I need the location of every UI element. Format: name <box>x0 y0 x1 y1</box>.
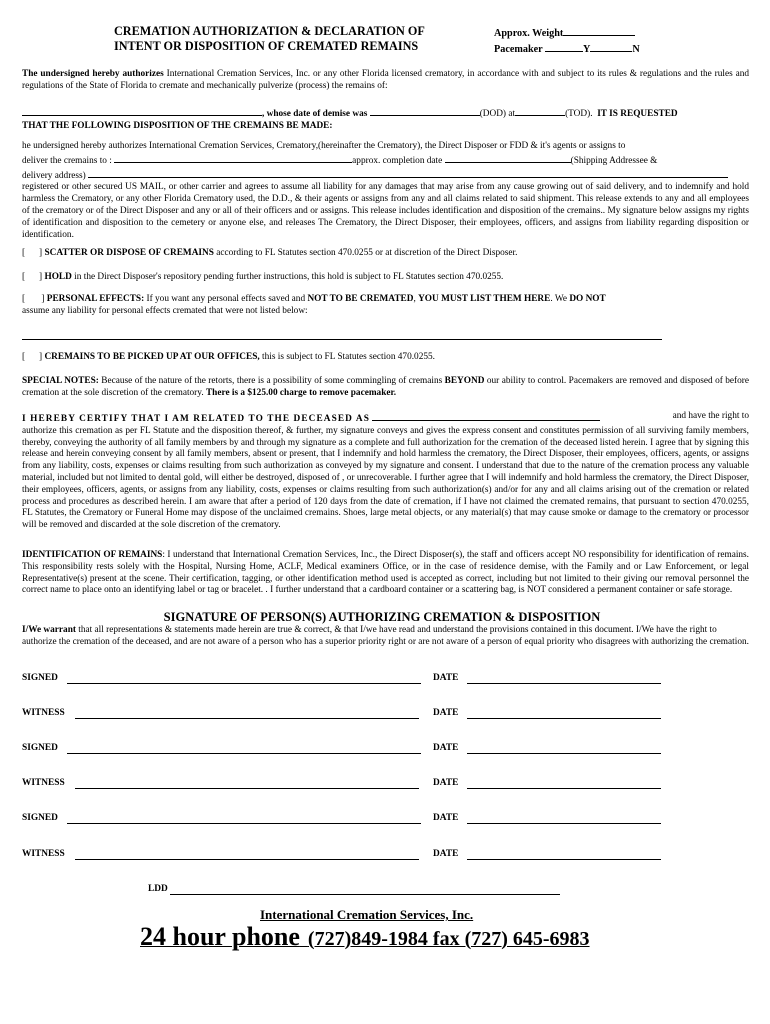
hold-checkbox[interactable]: [ ] <box>22 272 43 282</box>
authorize-body: registered or other secured US MAIL, or other carrier and agrees to assume all liability for any damages that may arise from any cause growing out of said delivery, and to indemnify and hold harmless the Crematory, or any other Florida Crematory used, the D.D., & their agents or assigns from any and all claims related to said shipment. This release extends to any and all employees of the crematory or of the Direct Disposer and any or all of their officers and or assigns. This release includes identification and disposition of the cremains.. My signature below assigns my rights of identification and disposition to the cemetery or anyone else, and releases The Crematory, the Direct Disposer, their employees, officers, and assigns from liability regarding disposition or identification. <box>22 182 749 240</box>
witness-field[interactable] <box>75 787 419 789</box>
weight-pacemaker-box <box>494 25 640 57</box>
signature-field[interactable] <box>67 682 421 684</box>
certify-right-label: and have the right to <box>672 411 749 421</box>
sig-row-label: WITNESS <box>22 708 65 718</box>
date-field[interactable] <box>467 822 661 824</box>
sig-row-label: SIGNED <box>22 673 58 683</box>
relationship-field[interactable] <box>372 411 600 421</box>
scatter-text: according to FL Statutes section 470.0255 or at discretion of the Direct Disposer. <box>213 248 518 258</box>
effects-not-cremated: NOT TO BE CREMATED <box>307 294 414 304</box>
sig-row-6 <box>22 849 65 859</box>
sig-row-label: WITNESS <box>22 778 65 788</box>
certify-lead: I HEREBY CERTIFY THAT I AM RELATED TO THE DECEASED AS <box>22 414 370 424</box>
identification-label: IDENTIFICATION OF REMAINS <box>22 550 163 560</box>
witness-field[interactable] <box>75 858 419 860</box>
deliver-to-field[interactable] <box>114 153 352 163</box>
pacemaker-n: N <box>632 44 640 55</box>
effects-text2: , <box>413 294 419 304</box>
date-field[interactable] <box>467 752 661 754</box>
sig-row-label: WITNESS <box>22 849 65 859</box>
date-label: DATE <box>433 849 459 859</box>
option-hold <box>22 271 749 283</box>
effects-label: PERSONAL EFFECTS: <box>46 294 145 304</box>
deliver-label: deliver the cremains to : <box>22 155 112 166</box>
form-title-line1: CREMATION AUTHORIZATION & DECLARATION OF <box>114 24 425 38</box>
effects-text1: If you want any personal effects saved and <box>144 294 308 304</box>
date-field[interactable] <box>467 787 661 789</box>
date-field[interactable] <box>467 858 661 860</box>
signature-field[interactable] <box>67 752 421 754</box>
sig-row-1 <box>22 673 58 683</box>
date-label: DATE <box>433 778 459 788</box>
warrant-block <box>22 625 749 649</box>
phone-numbers: (727)849-1984 fax (727) 645-6983 <box>307 928 590 950</box>
whose-label: , whose date of demise was <box>262 109 370 119</box>
effects-list-here: YOU MUST LIST THEM HERE <box>418 294 551 304</box>
effects-do-not: DO NOT <box>569 294 606 304</box>
effects-checkbox[interactable]: [ ] <box>22 294 45 304</box>
special-notes <box>22 376 749 400</box>
pickup-checkbox[interactable]: [ ] <box>22 352 43 362</box>
identification-text: : I understand that International Cremation Services, Inc., the Direct Disposer(s), the staff and officers accept NO responsibility for identification of remains. This responsibility rests solely with the Hospital, Nursing Home, ACLF, Medical examiners Office, or in the case of residence demise, with the Family and or Law Enforcement, or legal Representative(s) present at the scene. Their certification, tagging, or other identification method used is accepted as correct, including but not limited to their giving our removal personnel the correct name to place onto an identifying label or tag or bracelet. . I further understand that a cardboard container or a scattering bag, is NOT considered a permanent container or safe storage. <box>22 550 749 596</box>
option-pickup <box>22 351 749 363</box>
signature-field[interactable] <box>67 822 421 824</box>
warrant-label: I/We warrant <box>22 625 76 635</box>
form-title <box>114 24 484 54</box>
hold-label: HOLD <box>44 272 72 282</box>
certify-body: authorize this cremation as per FL Statute and the disposition thereof, & further, my signature conveys and gives the express consent and constitutes permission of all surviving family members, thereby, conveying the authority of all family members by and through my signature as a complete and full authorization for the cremation of the deceased listed herein. I agree that by signing this release and herein conveying consent by all family members, absent or present, that I indemnify and hold harmless the crematory, the Direct Disposer, their employees, officers, agents, or assigns from any liability, costs, expenses or claims resulting from such authorization as conveyed by my signature and consent. I understand that due to the nature of the cremation process any valuable material, included but not limited to dental gold, will either be destroyed, disposed of , or unrecoverable. I further agree that I will indemnify and hold harmless the crematory, the Direct Disposer, their employees, officers, agents, or assigns from any liability, costs, expenses or claims resulting from such authorization(s) and/or for any and all claims arising out of the cremation or related process and procedures as described herein. I am aware that after a period of 120 days from the date of cremation, if I have not claimed the cremated remains, that pursuant to section 470.0255, FL Statutes, the Crematory or Funeral Home may dispose of the unclaimed cremains. Shoes, large metal objects, or any material(s) that may cause smoke or damage to the crematory or processor will be removed and discarded at the sole discretion of the crematory. <box>22 425 749 531</box>
intro-paragraph <box>22 69 749 93</box>
phone-line <box>140 922 590 952</box>
identification-block <box>22 550 749 597</box>
hold-text: in the Direct Disposer's repository pending further instructions, this hold is subject to FL Statutes section 470.0255. <box>71 272 504 282</box>
date-field[interactable] <box>467 682 661 684</box>
scatter-label: SCATTER OR DISPOSE OF CREMAINS <box>44 248 214 258</box>
pacemaker-field-2[interactable] <box>590 41 632 52</box>
sig-row-4 <box>22 778 65 788</box>
option-personal-effects <box>22 293 749 317</box>
pacemaker-y: Y <box>583 44 591 55</box>
sig-row-label: SIGNED <box>22 813 58 823</box>
ldd-field[interactable] <box>170 893 560 895</box>
dod-label: (DOD) at <box>479 109 516 119</box>
completion-label: approx. completion date <box>352 155 443 166</box>
pickup-text: this is subject to FL Statutes section 470.0255. <box>259 352 435 362</box>
signature-heading: SIGNATURE OF PERSON(S) AUTHORIZING CREMATION & DISPOSITION <box>163 610 601 624</box>
option-scatter <box>22 247 749 259</box>
shipping-label: (Shipping Addressee & <box>570 155 658 166</box>
pacemaker-field-1[interactable] <box>545 41 583 52</box>
company-name: International Cremation Services, Inc. <box>260 907 474 922</box>
tod-label: (TOD). <box>565 109 593 119</box>
date-label: DATE <box>433 813 459 823</box>
tod-field[interactable] <box>515 106 565 116</box>
pacemaker-charge: There is a $125.00 charge to remove pacemaker. <box>205 387 397 398</box>
scatter-checkbox[interactable]: [ ] <box>22 248 43 258</box>
effects-line2: assume any liability for personal effects cremated that were not listed below: <box>22 306 308 316</box>
pickup-label: CREMAINS TO BE PICKED UP AT OUR OFFICES, <box>44 352 260 362</box>
date-label: DATE <box>433 673 459 683</box>
demise-block <box>22 106 749 133</box>
authorize-line1: he undersigned hereby authorizes International Cremation Services, Crematory,(hereinafter the Crematory), the Direct Disposer or FDD & it's agents or assigns to <box>22 141 626 151</box>
intro-lead: The undersigned hereby authorizes <box>22 69 164 79</box>
completion-date-field[interactable] <box>445 153 571 163</box>
date-field[interactable] <box>467 717 661 719</box>
date-label: DATE <box>433 708 459 718</box>
sig-row-2 <box>22 708 65 718</box>
sig-row-label: SIGNED <box>22 743 58 753</box>
approx-weight-field[interactable] <box>563 25 635 36</box>
warrant-text: that all representations & statements made herein are true & correct, & that I/we have read and understand the provisions contained in this document. I/We have the right to authorize the cremation of the deceased, and are not aware of a person who has a superior priority right or are not aware of a person of equal priority who disagrees with authorizing the cremation. <box>22 625 749 647</box>
effects-text3: . We <box>550 294 570 304</box>
intro-text: International Cremation Services, Inc. or any other Florida licensed crematory, in accordance with and subject to its rules & regulations and the rules and regulations of the State of Florida to cremate and mechanically pulverize (process) the remains of: <box>22 69 749 91</box>
special-notes-label: SPECIAL NOTES: <box>22 376 99 386</box>
sig-row-5 <box>22 813 58 823</box>
form-title-line2: INTENT OR DISPOSITION OF CREMATED REMAINS <box>114 39 419 53</box>
approx-weight-label: Approx. Weight <box>494 28 564 39</box>
special-text1: Because of the nature of the retorts, there is a possibility of some commingling of cremains <box>98 376 445 386</box>
witness-field[interactable] <box>75 717 419 719</box>
dod-field[interactable] <box>370 106 480 116</box>
pacemaker-label: Pacemaker <box>494 44 543 55</box>
deceased-name-field[interactable] <box>22 106 262 116</box>
date-label: DATE <box>433 743 459 753</box>
requested-label: IT IS REQUESTED <box>597 109 678 119</box>
delivery-address-label: delivery address) <box>22 170 86 181</box>
delivery-address-field[interactable] <box>88 168 728 178</box>
phone-big: 24 hour phone <box>140 922 300 951</box>
delivery-block <box>22 141 749 241</box>
special-beyond: BEYOND <box>444 376 485 386</box>
certify-block <box>22 411 749 532</box>
special-text2: our ability to control. Pacemakers are removed and disposed of before cremation at the sole discretion of the crematory. <box>22 376 749 398</box>
ldd-label: LDD <box>148 884 168 894</box>
sig-row-3 <box>22 743 58 753</box>
disposition-heading: THAT THE FOLLOWING DISPOSITION OF THE CREMAINS BE MADE: <box>22 120 333 131</box>
effects-list-field[interactable] <box>22 338 662 340</box>
